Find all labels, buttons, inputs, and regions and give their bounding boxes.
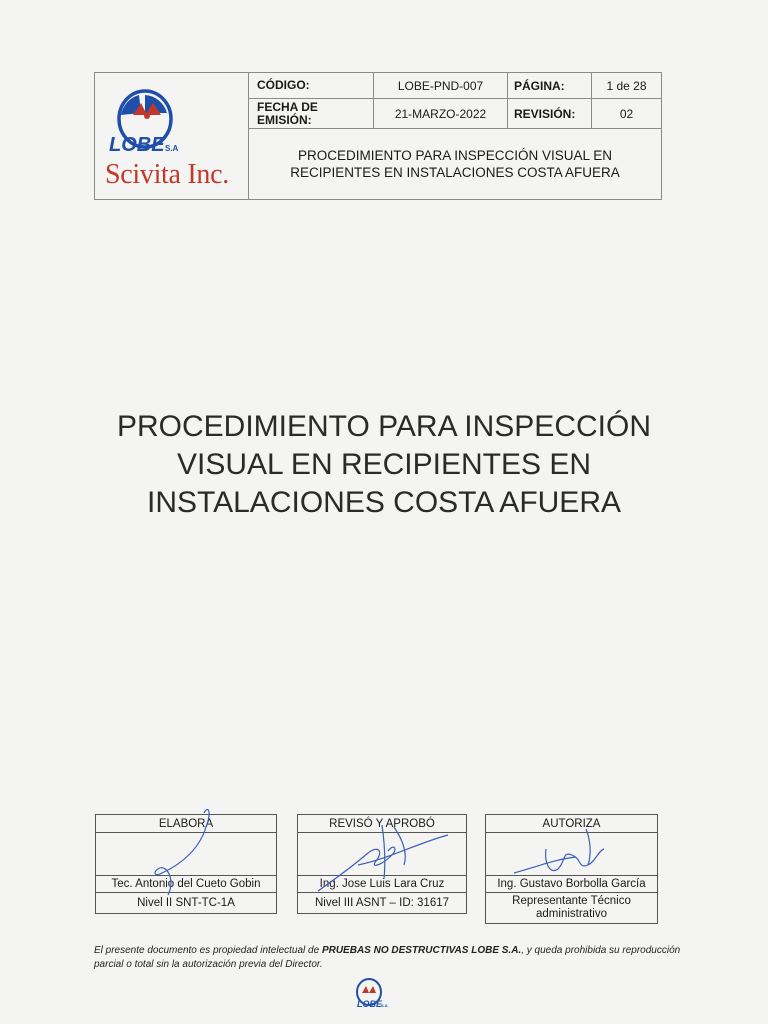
codigo-label: CÓDIGO: <box>257 78 310 92</box>
signature-space <box>96 833 276 876</box>
svg-text:S.A: S.A <box>381 1003 388 1008</box>
handwritten-signature-icon <box>298 799 468 899</box>
signature-role: Nivel II SNT-TC-1A <box>137 896 235 909</box>
handwritten-signature-icon <box>96 799 278 899</box>
revision-label: REVISIÓN: <box>507 99 591 128</box>
lobe-small-logo-icon <box>351 974 391 1014</box>
signature-box-reviso <box>297 814 467 914</box>
main-title <box>60 408 708 522</box>
header-grid <box>249 73 661 199</box>
pagina-label: PÁGINA: <box>507 73 591 98</box>
fecha-label: FECHA DE EMISIÓN: <box>257 99 318 127</box>
signature-box-elabora <box>95 814 277 914</box>
footnote-bold: PRUEBAS NO DESTRUCTIVAS LOBE S.A. <box>321 945 522 956</box>
handwritten-signature-icon <box>486 799 659 899</box>
header-title <box>249 129 661 199</box>
header-title-line1: PROCEDIMIENTO PARA INSPECCIÓN VISUAL EN <box>297 148 613 163</box>
header-title-line2: RECIPIENTES EN INSTALACIONES COSTA AFUERA <box>290 165 620 180</box>
signature-name: Tec. Antonio del Cueto Gobin <box>96 876 276 893</box>
codigo-value: LOBE-PND-007 <box>373 73 507 98</box>
document-header <box>94 72 662 200</box>
footnote-part2: , y queda prohibida su reproducción parcial o total sin la autorización previa del Director. <box>94 945 681 970</box>
svg-text:S.A: S.A <box>165 144 179 153</box>
lobe-logo-icon <box>95 73 249 163</box>
pagina-value: 1 de 28 <box>591 73 661 98</box>
signature-role: Representante Técnico administrativo <box>512 895 631 920</box>
signature-space <box>486 833 657 876</box>
signature-box-autoriza <box>485 814 658 924</box>
header-row-codigo <box>249 73 661 99</box>
signature-heading: AUTORIZA <box>486 815 657 833</box>
footer-logo <box>351 974 391 1019</box>
main-title-line1: PROCEDIMIENTO PARA INSPECCIÓN <box>117 410 651 443</box>
logo-cell <box>95 73 249 199</box>
signature-heading: ELABORA <box>96 815 276 833</box>
signature-role: Nivel III ASNT – ID: 31617 <box>314 896 450 909</box>
main-title-line3: INSTALACIONES COSTA AFUERA <box>147 486 621 519</box>
company-name: Scivita Inc. <box>105 159 229 190</box>
signature-name: Ing. Gustavo Borbolla García <box>486 876 657 893</box>
revision-value: 02 <box>591 99 661 128</box>
signature-heading: REVISÓ Y APROBÓ <box>298 815 466 833</box>
footnote <box>94 944 684 972</box>
fecha-value: 21-MARZO-2022 <box>373 99 507 128</box>
svg-text:LOBE: LOBE <box>109 134 165 156</box>
footnote-part1: El presente documento es propiedad intelectual de <box>94 945 322 956</box>
signature-name: Ing. Jose Luis Lara Cruz <box>298 876 466 893</box>
main-title-line2: VISUAL EN RECIPIENTES EN <box>177 448 591 481</box>
signature-space <box>298 833 466 876</box>
header-row-fecha <box>249 99 661 129</box>
svg-text:LOBE: LOBE <box>357 999 383 1009</box>
